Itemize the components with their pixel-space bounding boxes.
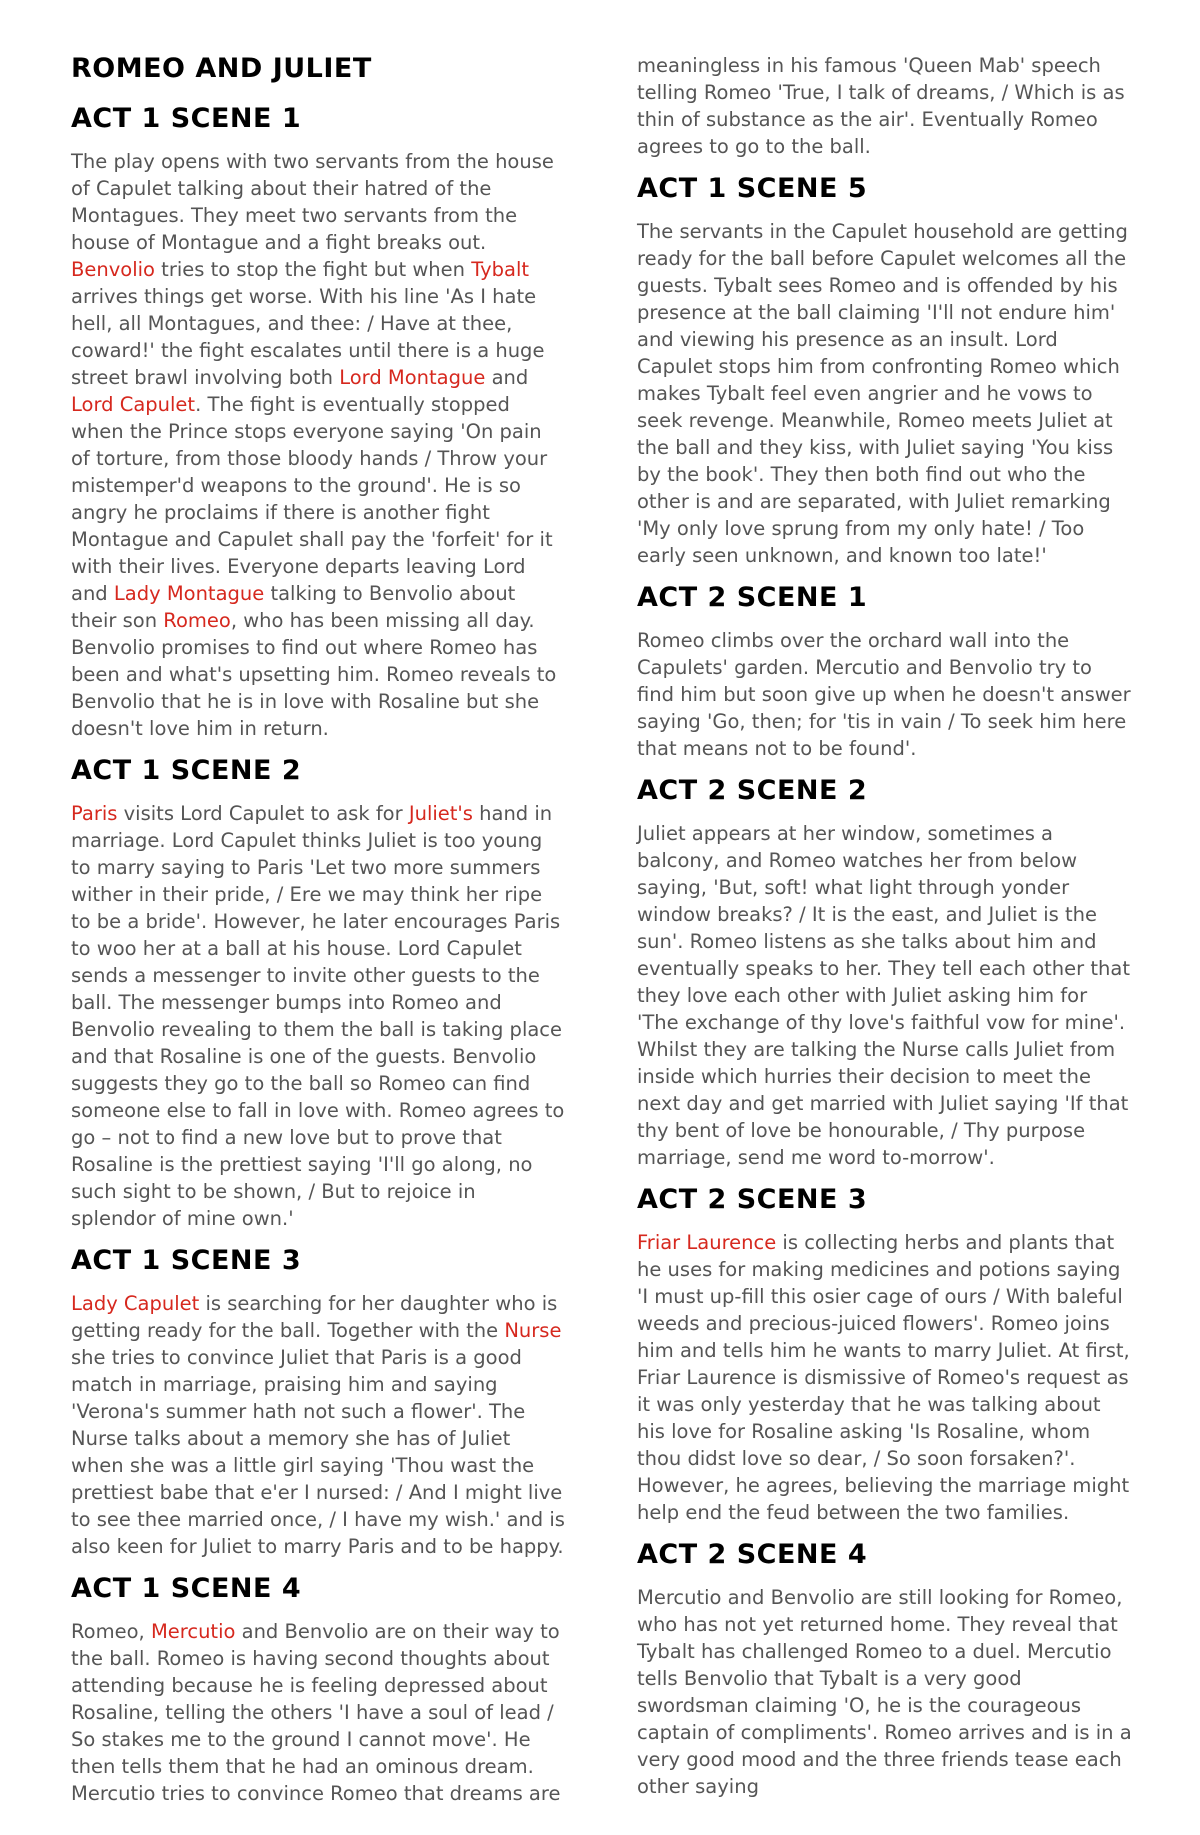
scene-heading: ACT 1 SCENE 4 [71,1573,302,1604]
character-friar-laurence: Friar Laurence [637,1231,777,1254]
scene-heading: ACT 2 SCENE 1 [637,582,868,613]
act1-scene2 [71,754,566,1232]
character-lord-capulet: Lord Capulet [71,393,196,416]
character-paris: Paris [71,802,118,825]
body-text: hand in marriage. Lord Capulet thinks Juliet is too young to marry saying to Paris 'Let two more summers wither in their pride, / Ere we may think her ripe to be a bride'. However, he later encourages Paris to woo her at a ball at his house. Lord Capulet sends a messenger to invite other guests to the ball. The messenger bumps into Romeo and Benvolio revealing to them the ball is taking place and that Rosaline is one of the guests. Benvolio suggests they go to the ball so Romeo can find someone else to fall in love with. Romeo agrees to go – not to find a new love but to prove that Rosaline is the prettiest saying 'I'll go along, no such sight to be shown, / But to rejoice in splendor of mine own.' [71,802,565,1230]
act1-scene1 [71,102,566,742]
act2-scene1 [637,581,1132,762]
scene-body [71,148,566,742]
scene-body [71,1618,566,1807]
act2-scene3 [637,1183,1132,1526]
scene-heading: ACT 1 SCENE 3 [71,1245,302,1276]
act1-scene3 [71,1244,566,1560]
right-column [637,52,1132,1812]
scene-heading: ACT 1 SCENE 5 [637,173,868,204]
body-text: , who has been missing all day. Benvolio promises to find out where Romeo has been and what's upsetting him. Romeo reveals to Benvolio that he is in love with Rosaline but she doesn't love him in return. [71,609,557,740]
left-column [71,52,566,1819]
character-lady-capulet: Lady Capulet [71,1292,200,1315]
body-text: tries to stop the fight but when [154,258,472,281]
scene-body [71,1290,566,1560]
scene-body: The servants in the Capulet household are getting ready for the ball before Capulet welcomes all the guests. Tybalt sees Romeo and is offended by his presence at the ball claiming 'I'll not endure him' and viewing his presence as an insult. Lord Capulet stops him from confronting Romeo which makes Tybalt feel even angrier and he vows to seek revenge. Meanwhile, Romeo meets Juliet at the ball and they kiss, with Juliet saying 'You kiss by the book'. They then both find out who the other is and are separated, with Juliet remarking 'My only love sprung from my only hate! / Too early seen unknown, and known too late!' [637,220,1128,567]
body-text: arrives things get worse. With his line 'As I hate hell, all Montagues, and thee: / Have at thee, coward!' the fight escalates until there is a huge street brawl involving both [71,285,545,389]
scene-body: Mercutio and Benvolio are still looking for Romeo, who has not yet returned home. They reveal that Tybalt has challenged Romeo to a duel. Mercutio tells Benvolio that Tybalt is a very good swordsman claiming 'O, he is the courageous captain of compliments'. Romeo arrives and is in a very good mood and the three friends tease each other saying [637,1586,1132,1798]
scene-heading: ACT 1 SCENE 1 [71,103,302,134]
document-title: ROMEO AND JULIET [71,53,372,84]
body-text: The play opens with two servants from the house of Capulet talking about their hatred of the Montagues. They meet two servants from the house of Montague and a fight breaks out. [71,150,554,254]
body-text: is searching for her daughter who is getting ready for the ball. Together with the [71,1292,558,1342]
body-text: . The fight is eventually stopped when the Prince stops everyone saying 'On pain of torture, from those bloody hands / Throw your mistemper'd weapons to the ground'. He is so angry he proclaims if there is another fight Montague and Capulet shall pay the 'forfeit' for it with their lives. Everyone departs leaving Lord and [71,393,553,605]
body-text: and [485,366,529,389]
act1-scene5 [637,172,1132,569]
act1-scene4 [71,1572,566,1807]
scene-body [71,800,566,1232]
act1-scene4-continued: meaningless in his famous 'Queen Mab' speech telling Romeo 'True, I talk of dreams, / Which is as thin of substance as the air'. Eventually Romeo agrees to go to the ball. [637,54,1125,158]
body-text: she tries to convince Juliet that Paris is a good match in marriage, praising him and saying 'Verona's summer hath not such a flower'. The Nurse talks about a memory she has of Juliet when she was a little girl saying 'Thou wast the prettiest babe that e'er I nursed: / And I might live to see thee married once, / I have my wish.' and is also keen for Juliet to marry Paris and to be happy. [71,1346,565,1558]
scene-body: Romeo climbs over the orchard wall into the Capulets' garden. Mercutio and Benvolio try to find him but soon give up when he doesn't answer saying 'Go, then; for 'tis in vain / To seek him here that means not to be found'. [637,629,1131,760]
character-tybalt: Tybalt [471,258,530,281]
scene-body [637,1229,1132,1526]
character-lord-montague: Lord Montague [339,366,486,389]
character-juliet: Juliet's [408,802,473,825]
body-text: Romeo, [71,1620,151,1643]
scene-body: Juliet appears at her window, sometimes a balcony, and Romeo watches her from below saying, 'But, soft! what light through yonder window breaks? / It is the east, and Juliet is the sun'. Romeo listens as she talks about him and eventually speaks to her. They tell each other that they love each other with Juliet asking him for 'The exchange of thy love's faithful vow for mine'. Whilst they are talking the Nurse calls Juliet from inside which hurries their decision to meet the next day and get married with Juliet saying 'If that thy bent of love be honourable, / Thy purpose marriage, send me word to-morrow'. [637,822,1130,1169]
character-nurse: Nurse [504,1319,562,1342]
character-mercutio: Mercutio [150,1620,236,1643]
character-romeo: Romeo [163,609,231,632]
scene-heading: ACT 2 SCENE 2 [637,775,868,806]
scene-heading: ACT 2 SCENE 4 [637,1539,868,1570]
body-text: and Benvolio are on their way to the ball. Romeo is having second thoughts about attending because he is feeling depressed about Rosaline, telling the others 'I have a soul of lead / So stakes me to the ground I cannot move'. He then tells them that he had an ominous dream. Mercutio tries to convince Romeo that dreams are [71,1620,561,1805]
character-benvolio: Benvolio [71,258,155,281]
body-text: visits Lord Capulet to ask for [117,802,409,825]
character-lady-montague: Lady Montague [113,582,265,605]
body-text: is collecting herbs and plants that he uses for making medicines and potions saying 'I must up-fill this osier cage of ours / With baleful weeds and precious-juiced flowers'. Romeo joins him and tells him he wants to marry Juliet. At first, Friar Laurence is dismissive of Romeo's request as it was only yesterday that he was talking about his love for Rosaline asking 'Is Rosaline, whom thou didst love so dear, / So soon forsaken?'. However, he agrees, believing the marriage might help end the feud between the two families. [637,1231,1130,1524]
act2-scene2 [637,774,1132,1171]
scene-heading: ACT 1 SCENE 2 [71,755,302,786]
act2-scene4 [637,1538,1132,1800]
scene-heading: ACT 2 SCENE 3 [637,1184,868,1215]
body-text: talking to Benvolio about their son [71,582,516,632]
